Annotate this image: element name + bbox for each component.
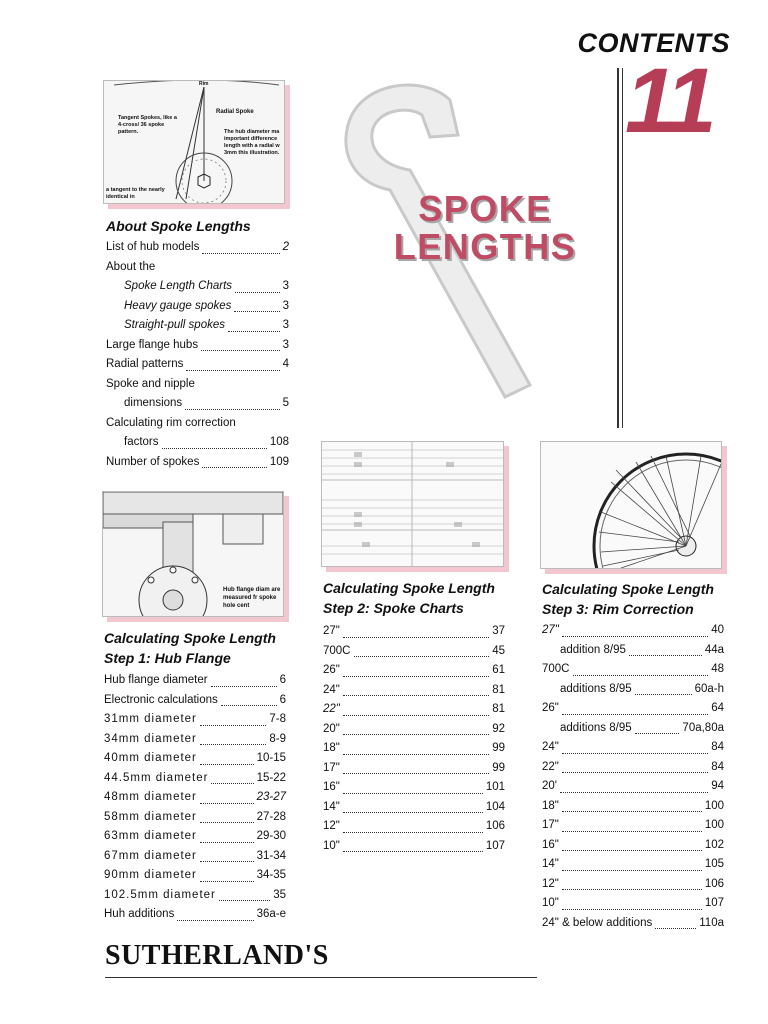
toc-leader-dots xyxy=(343,714,489,716)
rim-label: Rim xyxy=(199,81,209,87)
toc-leader-dots xyxy=(202,252,279,254)
toc-leader-dots xyxy=(629,654,702,656)
vertical-rule-left xyxy=(617,68,619,428)
toc-entry-page: 6 xyxy=(279,693,286,706)
toc-leader-dots xyxy=(200,880,254,882)
toc-entry-label: 10" xyxy=(542,897,559,909)
step1-title-line2: Step 1: Hub Flange xyxy=(104,650,231,666)
toc-entry[interactable] xyxy=(542,621,724,641)
toc-leader-dots xyxy=(200,763,254,765)
toc-entry-label: 22" xyxy=(323,703,340,715)
toc-entry[interactable] xyxy=(323,681,505,701)
toc-entry[interactable] xyxy=(104,710,286,730)
toc-leader-dots xyxy=(655,927,696,929)
toc-entry[interactable] xyxy=(104,788,286,808)
toc-entry-label: 17" xyxy=(542,819,559,831)
toc-leader-dots xyxy=(343,636,489,638)
toc-entry-page: 81 xyxy=(492,703,505,715)
toc-entry-label: addition 8/95 xyxy=(560,643,626,656)
toc-entry-page: 84 xyxy=(711,741,724,753)
toc-entry-page: 109 xyxy=(269,455,289,468)
footer-rule xyxy=(105,977,537,978)
toc-leader-dots xyxy=(200,821,254,823)
radial-spoke-label: Radial Spoke xyxy=(216,109,254,115)
toc-entry[interactable] xyxy=(106,336,289,356)
footer-brand: SUTHERLAND'S xyxy=(105,940,329,971)
toc-entry[interactable] xyxy=(104,827,286,847)
toc-leader-dots xyxy=(562,888,702,890)
toc-entry[interactable] xyxy=(323,798,505,818)
toc-entry[interactable] xyxy=(106,394,289,414)
toc-leader-dots xyxy=(354,655,490,657)
toc-entry-label: Huh additions xyxy=(104,908,175,920)
toc-leader-dots xyxy=(635,693,692,695)
toc-entry[interactable] xyxy=(106,453,289,473)
toc-entry-label: 16" xyxy=(323,781,340,793)
toc-entry-page: 107 xyxy=(485,839,505,852)
toc-entry-label: Hub flange diameter xyxy=(104,674,208,686)
step3-title-line2: Step 3: Rim Correction xyxy=(542,601,694,617)
toc-leader-dots xyxy=(219,899,270,901)
toc-entry-label: List of hub models xyxy=(106,241,200,253)
toc-entry-page: 81 xyxy=(492,683,505,696)
toc-entry[interactable] xyxy=(106,375,289,395)
toc-entry-label: 12" xyxy=(323,820,340,832)
toc-entry-label: 26" xyxy=(542,702,559,714)
toc-entry-label: Large flange hubs xyxy=(106,338,199,351)
toc-entry-page: 60a-h xyxy=(694,682,724,695)
chapter-title-line1: SPOKE xyxy=(418,188,552,229)
toc-entry[interactable] xyxy=(323,661,505,681)
toc-entry-page: 27-28 xyxy=(256,810,286,823)
toc-leader-dots xyxy=(202,466,266,468)
toc-entry-page: 70a,80a xyxy=(682,721,724,734)
toc-leader-dots xyxy=(562,752,708,754)
toc-entry[interactable] xyxy=(542,660,724,680)
toc-leader-dots xyxy=(562,713,708,715)
toc-leader-dots xyxy=(211,685,277,687)
toc-entry-label: 20" xyxy=(323,722,340,735)
step2-title-line1: Calculating Spoke Length xyxy=(323,580,495,596)
toc-entry[interactable] xyxy=(542,836,724,856)
toc-entry-page: 99 xyxy=(492,742,505,754)
toc-leader-dots xyxy=(562,810,702,812)
toc-entry-label: factors xyxy=(124,436,159,448)
toc-entry-label: 48mm diameter xyxy=(104,791,197,803)
toc-entry[interactable] xyxy=(106,433,289,453)
toc-entry[interactable] xyxy=(104,847,286,867)
toc-leader-dots xyxy=(635,732,680,734)
toc-entry[interactable] xyxy=(542,855,724,875)
toc-entry-label: 27" xyxy=(323,625,340,637)
toc-entry[interactable] xyxy=(323,642,505,662)
toc-entry[interactable] xyxy=(542,914,724,934)
wheel-figure xyxy=(540,441,722,569)
step1-section xyxy=(104,628,286,925)
chapter-title xyxy=(385,190,585,266)
toc-entry[interactable] xyxy=(542,738,724,758)
toc-entry-page: 34-35 xyxy=(256,869,286,881)
toc-entry[interactable] xyxy=(542,719,724,739)
toc-entry-label: 22" xyxy=(542,760,559,773)
toc-leader-dots xyxy=(221,704,277,706)
toc-entry-label: 34mm diameter xyxy=(104,732,197,745)
toc-entry-page: 29-30 xyxy=(256,830,286,842)
toc-entry[interactable] xyxy=(104,671,286,691)
toc-entry-page: 31-34 xyxy=(256,849,286,862)
toc-entry-label: 14" xyxy=(542,858,559,870)
toc-leader-dots xyxy=(343,811,483,813)
toc-entry[interactable] xyxy=(106,316,289,336)
toc-leader-dots xyxy=(200,743,266,745)
toc-entry-page: 35 xyxy=(273,888,286,901)
toc-leader-dots xyxy=(343,831,483,833)
toc-leader-dots xyxy=(562,830,702,832)
toc-entry-page: 3 xyxy=(282,280,289,292)
chapter-number: 11 xyxy=(625,50,713,152)
toc-entry-label: 24" xyxy=(542,741,559,753)
toc-entry-page: 99 xyxy=(492,761,505,774)
toc-leader-dots xyxy=(562,869,702,871)
toc-entry[interactable] xyxy=(104,769,286,789)
toc-entry-page: 45 xyxy=(492,644,505,657)
spoke-diagram-figure xyxy=(103,80,285,204)
toc-entry-label: Spoke and nipple xyxy=(106,377,195,390)
spoke-chart-figure xyxy=(321,441,504,567)
toc-entry-label: Calculating rim correction xyxy=(106,416,236,429)
toc-leader-dots xyxy=(573,674,709,676)
toc-entry[interactable] xyxy=(323,837,505,857)
toc-entry-label: Radial patterns xyxy=(106,358,184,370)
toc-entry[interactable] xyxy=(542,894,724,914)
toc-entry-page: 2 xyxy=(282,241,289,253)
toc-leader-dots xyxy=(201,349,280,351)
step3-section xyxy=(542,579,724,933)
toc-entry[interactable] xyxy=(323,739,505,759)
about-section xyxy=(106,216,289,472)
toc-entry-page: 102 xyxy=(704,838,724,851)
toc-entry-page: 110a xyxy=(699,916,724,929)
toc-entry[interactable] xyxy=(542,699,724,719)
toc-entry-label: Electronic calculations xyxy=(104,693,218,706)
tangent-note: a tangent to the nearly identical in xyxy=(106,187,165,200)
toc-entry-page: 23-27 xyxy=(256,791,286,803)
toc-entry-page: 10-15 xyxy=(256,752,286,764)
toc-entry-page: 36a-e xyxy=(256,908,286,920)
toc-entry[interactable] xyxy=(106,238,289,258)
toc-entry-page: 105 xyxy=(704,858,724,870)
toc-leader-dots xyxy=(234,310,279,312)
toc-entry-label: additions 8/95 xyxy=(560,682,632,695)
toc-entry-label: 18" xyxy=(542,799,559,812)
toc-entry-label: Heavy gauge spokes xyxy=(124,299,232,312)
toc-leader-dots xyxy=(343,772,489,774)
toc-leader-dots xyxy=(177,919,253,921)
toc-entry-page: 48 xyxy=(711,663,724,675)
toc-entry-page: 8-9 xyxy=(269,732,286,745)
toc-leader-dots xyxy=(200,860,254,862)
toc-leader-dots xyxy=(343,753,489,755)
toc-entry[interactable] xyxy=(106,297,289,317)
toc-entry-label: 24" xyxy=(323,683,340,696)
toc-leader-dots xyxy=(562,771,708,773)
toc-entry-label: 26" xyxy=(323,664,340,676)
toc-leader-dots xyxy=(200,802,254,804)
toc-entry-page: 3 xyxy=(282,338,289,351)
toc-entry-label: 12" xyxy=(542,877,559,890)
tangent-spokes-label: Tangent Spokes, like a 4-cross/ 36 spoke pattern. xyxy=(118,115,177,135)
toc-entry[interactable] xyxy=(542,875,724,895)
toc-entry[interactable] xyxy=(323,778,505,798)
toc-leader-dots xyxy=(562,908,702,910)
toc-entry-label: 44.5mm diameter xyxy=(104,771,209,784)
toc-entry-page: 84 xyxy=(711,760,724,773)
toc-entry-label: 102.5mm diameter xyxy=(104,888,216,901)
toc-leader-dots xyxy=(560,791,708,793)
toc-entry-page: 64 xyxy=(711,702,724,714)
toc-entry-label: 90mm diameter xyxy=(104,869,197,881)
toc-entry-page: 37 xyxy=(492,625,505,637)
toc-entry-page: 5 xyxy=(282,397,289,409)
toc-entry-page: 61 xyxy=(492,664,505,676)
step2-section xyxy=(323,578,505,856)
toc-entry-label: 27" xyxy=(542,624,559,636)
toc-entry[interactable] xyxy=(106,414,289,434)
step3-title-line1: Calculating Spoke Length xyxy=(542,581,714,597)
toc-entry-label: Spoke Length Charts xyxy=(124,280,233,292)
toc-entry-page: 6 xyxy=(279,674,286,686)
toc-leader-dots xyxy=(343,792,483,794)
toc-entry-label: Number of spokes xyxy=(106,455,200,468)
toc-entry-page: 94 xyxy=(711,780,724,792)
toc-leader-dots xyxy=(343,675,489,677)
toc-entry-page: 100 xyxy=(704,799,724,812)
toc-entry[interactable] xyxy=(323,720,505,740)
toc-entry[interactable] xyxy=(323,700,505,720)
toc-entry-page: 4 xyxy=(282,358,289,370)
toc-entry-page: 108 xyxy=(269,436,289,448)
toc-leader-dots xyxy=(235,291,280,293)
toc-entry-label: 14" xyxy=(323,800,340,813)
about-section-title: About Spoke Lengths xyxy=(106,218,251,234)
toc-entry-label: 16" xyxy=(542,838,559,851)
toc-entry-page: 44a xyxy=(704,643,724,656)
step1-toc-list xyxy=(104,671,286,925)
toc-entry[interactable] xyxy=(542,680,724,700)
toc-entry[interactable] xyxy=(104,730,286,750)
toc-entry-label: 31mm diameter xyxy=(104,713,197,725)
toc-entry-label: Straight-pull spokes xyxy=(124,319,225,331)
step2-title-line2: Step 2: Spoke Charts xyxy=(323,600,464,616)
toc-entry-page: 92 xyxy=(492,722,505,735)
toc-entry-label: 24" & below additions xyxy=(542,916,653,929)
toc-entry[interactable] xyxy=(323,759,505,779)
toc-entry[interactable] xyxy=(104,808,286,828)
toc-entry-page: 3 xyxy=(282,319,289,331)
toc-entry[interactable] xyxy=(106,355,289,375)
toc-entry-label: 58mm diameter xyxy=(104,810,197,823)
toc-leader-dots xyxy=(562,849,702,851)
vertical-rule-right xyxy=(622,68,623,428)
toc-leader-dots xyxy=(200,841,254,843)
toc-entry[interactable] xyxy=(106,258,289,278)
toc-entry-label: 18" xyxy=(323,742,340,754)
toc-entry-page: 107 xyxy=(704,897,724,909)
caliper-figure xyxy=(102,491,284,617)
toc-entry[interactable] xyxy=(104,905,286,925)
toc-entry-label: 700C xyxy=(542,663,570,675)
toc-leader-dots xyxy=(228,330,280,332)
toc-entry[interactable] xyxy=(104,866,286,886)
about-toc-list xyxy=(106,238,289,472)
toc-entry[interactable] xyxy=(542,816,724,836)
toc-leader-dots xyxy=(343,694,489,696)
toc-entry-page: 7-8 xyxy=(269,713,286,725)
toc-entry[interactable] xyxy=(323,817,505,837)
toc-entry[interactable] xyxy=(542,797,724,817)
toc-entry-label: 10" xyxy=(323,839,340,852)
hub-diameter-note: The hub diameter ma important difference length with a radial w 3mm this illustration. xyxy=(224,129,280,156)
toc-leader-dots xyxy=(343,733,489,735)
toc-leader-dots xyxy=(343,850,483,852)
toc-entry-label: additions 8/95 xyxy=(560,721,632,734)
toc-entry-page: 3 xyxy=(282,299,289,312)
toc-entry-label: 67mm diameter xyxy=(104,849,197,862)
toc-entry-page: 101 xyxy=(485,781,505,793)
step3-toc-list xyxy=(542,621,724,933)
toc-entry-page: 106 xyxy=(704,877,724,890)
toc-entry-label: 17" xyxy=(323,761,340,774)
toc-entry[interactable] xyxy=(323,622,505,642)
toc-entry[interactable] xyxy=(542,777,724,797)
toc-entry-label: About the xyxy=(106,260,156,273)
toc-entry-page: 106 xyxy=(485,820,505,832)
step2-toc-list xyxy=(323,622,505,856)
toc-entry[interactable] xyxy=(106,277,289,297)
contents-header: CONTENTS xyxy=(577,28,730,58)
toc-entry[interactable] xyxy=(104,886,286,906)
toc-entry-page: 15-22 xyxy=(256,771,286,784)
toc-entry[interactable] xyxy=(542,758,724,778)
toc-entry[interactable] xyxy=(104,749,286,769)
toc-entry-page: 100 xyxy=(704,819,724,831)
toc-entry-page: 104 xyxy=(485,800,505,813)
step1-title-line1: Calculating Spoke Length xyxy=(104,630,276,646)
toc-entry-label: 700C xyxy=(323,644,351,657)
caliper-label: Hub flange diam are measured fr spoke hole cent xyxy=(223,587,281,609)
toc-leader-dots xyxy=(185,408,279,410)
toc-leader-dots xyxy=(211,782,253,784)
toc-entry[interactable] xyxy=(104,691,286,711)
toc-leader-dots xyxy=(562,635,708,637)
toc-entry[interactable] xyxy=(542,641,724,661)
toc-entry-page: 40 xyxy=(711,624,724,636)
toc-entry-label: 40mm diameter xyxy=(104,752,197,764)
toc-leader-dots xyxy=(186,369,279,371)
toc-entry-label: dimensions xyxy=(124,397,183,409)
toc-entry-label: 20' xyxy=(542,780,557,792)
chapter-title-line2: LENGTHS xyxy=(393,225,577,267)
toc-entry-label: 63mm diameter xyxy=(104,830,197,842)
toc-leader-dots xyxy=(162,447,267,449)
toc-leader-dots xyxy=(200,724,266,726)
